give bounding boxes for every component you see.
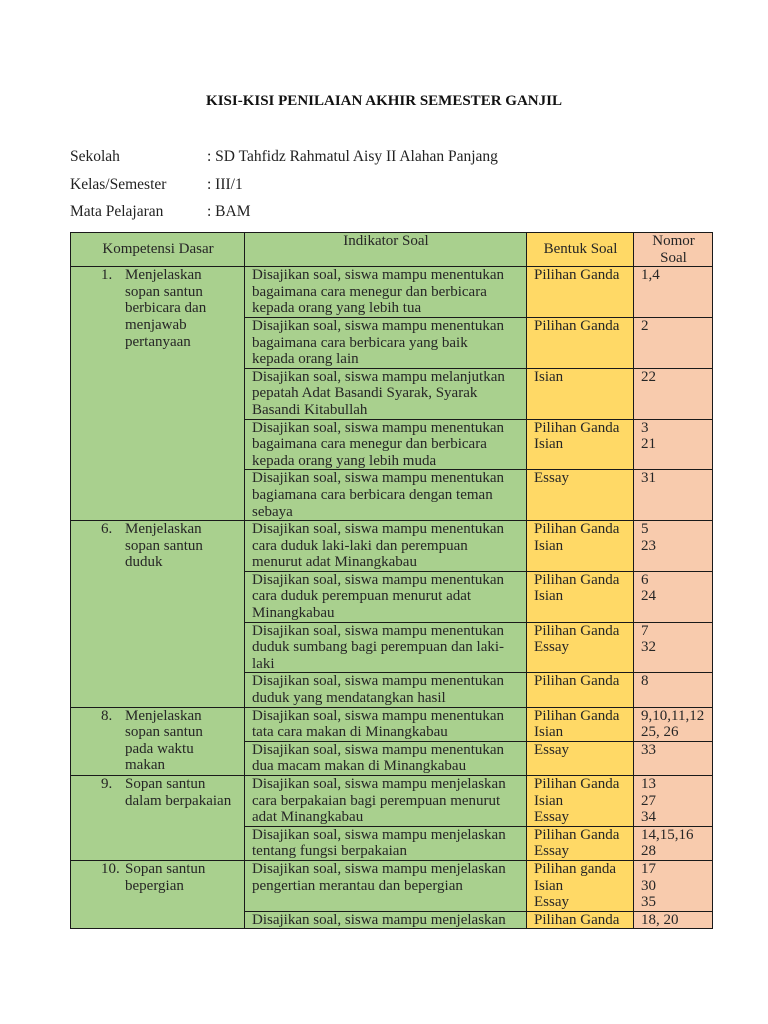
info-label: Mata Pelajaran <box>70 203 164 220</box>
number-cell <box>634 470 713 521</box>
number-line: 7 <box>641 622 649 639</box>
blueprint-table <box>70 232 713 929</box>
indicator-line: duduk sumbang bagi perempuan dan laki- <box>252 639 505 656</box>
indicator-line: kepada orang lain <box>252 351 359 368</box>
form-cell <box>527 911 634 929</box>
number-line: 8 <box>641 673 649 690</box>
form-line: Isian <box>534 368 564 385</box>
header-number <box>634 233 713 267</box>
table-header-row <box>71 233 713 267</box>
form-line: Essay <box>534 639 569 656</box>
indicator-cell <box>245 741 527 775</box>
competency-line: sopan santun <box>125 724 203 741</box>
indicator-line: sebaya <box>252 503 293 520</box>
info-value: : SD Tahfidz Rahmatul Aisy II Alahan Panjang <box>207 148 498 165</box>
competency-line: sopan santun <box>125 537 203 554</box>
indicator-line: tata cara makan di Minangkabau <box>252 724 448 741</box>
form-line: Isian <box>534 792 564 809</box>
form-line: Pilihan Ganda <box>534 673 620 690</box>
number-cell <box>634 741 713 775</box>
indicator-cell <box>245 521 527 572</box>
number-line: 31 <box>641 470 656 487</box>
table-row <box>71 860 713 911</box>
header-indicator: Indikator Soal <box>245 233 527 267</box>
indicator-line: Disajikan soal, siswa mampu menentukan <box>252 419 505 436</box>
competency-line: Menjelaskan <box>125 521 202 538</box>
indicator-cell <box>245 826 527 860</box>
competency-number: 10. <box>101 860 120 877</box>
number-cell <box>634 521 713 572</box>
competency-line: bepergian <box>125 877 184 894</box>
indicator-cell <box>245 419 527 470</box>
indicator-line: Disajikan soal, siswa mampu menentukan <box>252 317 505 334</box>
number-line: 32 <box>641 639 656 656</box>
number-cell <box>634 673 713 707</box>
indicator-line: bagaimana cara berbicara yang baik <box>252 334 468 351</box>
indicator-cell <box>245 776 527 827</box>
competency-number: 6. <box>101 521 113 538</box>
form-line: Isian <box>534 436 564 453</box>
indicator-cell <box>245 571 527 622</box>
indicator-cell <box>245 317 527 368</box>
indicator-cell <box>245 911 527 929</box>
indicator-line: cara berpakaian bagi perempuan menurut <box>252 792 501 809</box>
indicator-line: Disajikan soal, siswa mampu menentukan <box>252 571 505 588</box>
table-body <box>71 267 713 929</box>
number-line: 14,15,16 <box>641 826 694 843</box>
competency-line: pada waktu <box>125 740 194 757</box>
indicator-line: bagaimana cara menegur dan berbicara <box>252 436 487 453</box>
competency-line: Menjelaskan <box>125 267 202 284</box>
competency-text <box>125 267 206 350</box>
number-cell <box>634 826 713 860</box>
number-line: 25, 26 <box>641 724 679 741</box>
number-line: 13 <box>641 776 656 792</box>
info-row-school <box>70 147 712 167</box>
competency-text <box>125 521 203 571</box>
number-line: 2 <box>641 317 649 334</box>
form-cell <box>527 673 634 707</box>
number-cell <box>634 860 713 911</box>
form-cell <box>527 860 634 911</box>
form-line: Isian <box>534 724 564 741</box>
indicator-line: Basandi Kitabullah <box>252 401 368 418</box>
form-cell <box>527 707 634 741</box>
competency-cell <box>71 776 245 861</box>
indicator-line: Disajikan soal, siswa mampu menjelaskan <box>252 911 506 928</box>
competency-cell <box>71 267 245 521</box>
competency-cell <box>71 521 245 708</box>
form-line: Isian <box>534 877 564 894</box>
indicator-line: cara duduk laki-laki dan perempuan <box>252 537 468 554</box>
table-row <box>71 521 713 572</box>
competency-number: 8. <box>101 707 113 724</box>
indicator-cell <box>245 622 527 673</box>
info-value: : BAM <box>207 203 251 220</box>
form-line: Pilihan Ganda <box>534 521 620 538</box>
info-row-subject <box>70 202 712 222</box>
indicator-cell <box>245 267 527 318</box>
indicator-line: menurut adat Minangkabau <box>252 554 417 571</box>
indicator-line: Disajikan soal, siswa mampu menentukan <box>252 707 505 724</box>
form-cell <box>527 267 634 318</box>
indicator-line: laki <box>252 655 275 672</box>
indicator-line: kepada orang yang lebih tua <box>252 300 422 317</box>
number-line: 18, 20 <box>641 911 679 928</box>
indicator-line: Disajikan soal, siswa mampu menjelaskan <box>252 860 506 877</box>
form-cell <box>527 368 634 419</box>
form-line: Pilihan Ganda <box>534 826 620 843</box>
competency-line: dalam berpakaian <box>125 792 232 809</box>
indicator-cell <box>245 860 527 911</box>
indicator-cell <box>245 673 527 707</box>
indicator-line: adat Minangkabau <box>252 809 364 826</box>
form-line: Essay <box>534 470 569 487</box>
form-cell <box>527 317 634 368</box>
competency-text <box>125 776 231 809</box>
indicator-line: pepatah Adat Basandi Syarak, Syarak <box>252 385 478 402</box>
form-cell <box>527 622 634 673</box>
competency-item <box>78 708 238 774</box>
indicator-line: bagaimana cara menegur dan berbicara <box>252 283 487 300</box>
number-line: 28 <box>641 843 656 860</box>
info-label: Sekolah <box>70 148 120 165</box>
competency-text <box>125 861 205 894</box>
number-cell <box>634 419 713 470</box>
indicator-line: Disajikan soal, siswa mampu menjelaskan <box>252 826 506 843</box>
form-line: Essay <box>534 741 569 758</box>
header-competency: Kompetensi Dasar <box>71 233 245 267</box>
competency-item <box>78 521 238 571</box>
info-row-class-semester <box>70 175 712 195</box>
indicator-line: Disajikan soal, siswa mampu menjelaskan <box>252 776 506 792</box>
number-line: 21 <box>641 436 656 453</box>
form-line: Isian <box>534 588 564 605</box>
document-title: KISI-KISI PENILAIAN AKHIR SEMESTER GANJIL <box>206 93 562 109</box>
competency-line: Sopan santun <box>125 860 206 877</box>
competency-number: 1. <box>101 267 113 284</box>
header-number-line: Soal <box>660 249 687 266</box>
competency-line: sopan santun <box>125 283 203 300</box>
form-line: Pilihan Ganda <box>534 776 620 792</box>
indicator-line: Disajikan soal, siswa mampu menentukan <box>252 622 505 639</box>
indicator-cell <box>245 368 527 419</box>
number-cell <box>634 368 713 419</box>
indicator-line: Disajikan soal, siswa mampu menentukan <box>252 470 505 487</box>
indicator-line: dua macam makan di Minangkabau <box>252 758 467 775</box>
number-line: 9,10,11,12 <box>641 707 705 724</box>
number-cell <box>634 707 713 741</box>
indicator-line: Disajikan soal, siswa mampu melanjutkan <box>252 368 505 385</box>
form-line: Pilihan ganda <box>534 860 617 877</box>
competency-text <box>125 708 203 774</box>
competency-item <box>78 267 238 350</box>
number-cell <box>634 776 713 827</box>
number-cell <box>634 267 713 318</box>
header-number-line: Nomor <box>652 233 695 249</box>
indicator-line: pengertian merantau dan bepergian <box>252 877 463 894</box>
number-cell <box>634 622 713 673</box>
number-line: 30 <box>641 877 656 894</box>
competency-line: duduk <box>125 554 163 571</box>
competency-line: menjawab <box>125 316 187 333</box>
number-line: 17 <box>641 860 656 877</box>
table-row <box>71 267 713 318</box>
competency-line: pertanyaan <box>125 333 191 350</box>
form-cell <box>527 741 634 775</box>
indicator-line: Minangkabau <box>252 605 335 622</box>
number-line: 3 <box>641 419 649 436</box>
competency-line: Menjelaskan <box>125 707 202 724</box>
indicator-line: duduk yang mendatangkan hasil <box>252 690 446 707</box>
form-cell <box>527 571 634 622</box>
competency-cell <box>71 860 245 928</box>
number-line: 22 <box>641 368 656 385</box>
form-line: Pilihan Ganda <box>534 419 620 436</box>
indicator-line: Disajikan soal, siswa mampu menentukan <box>252 521 505 538</box>
info-value: : III/1 <box>207 176 243 193</box>
competency-line: berbicara dan <box>125 300 207 317</box>
number-line: 34 <box>641 809 656 826</box>
form-line: Isian <box>534 537 564 554</box>
form-line: Pilihan Ganda <box>534 317 620 334</box>
competency-line: Sopan santun <box>125 776 206 792</box>
form-line: Pilihan Ganda <box>534 911 620 928</box>
number-line: 6 <box>641 571 649 588</box>
number-line: 27 <box>641 792 656 809</box>
header-form: Bentuk Soal <box>527 233 634 267</box>
number-line: 35 <box>641 894 656 911</box>
competency-item <box>78 776 238 809</box>
indicator-cell <box>245 707 527 741</box>
form-line: Pilihan Ganda <box>534 571 620 588</box>
indicator-cell <box>245 470 527 521</box>
form-line: Essay <box>534 894 569 911</box>
form-line: Pilihan Ganda <box>534 267 620 284</box>
indicator-line: kepada orang yang lebih muda <box>252 452 437 469</box>
form-cell <box>527 419 634 470</box>
form-cell <box>527 776 634 827</box>
number-line: 5 <box>641 521 649 538</box>
competency-number: 9. <box>101 776 113 792</box>
indicator-line: Disajikan soal, siswa mampu menentukan <box>252 267 505 284</box>
competency-line: makan <box>125 757 165 774</box>
form-cell <box>527 521 634 572</box>
competency-item <box>78 861 238 894</box>
number-line: 1,4 <box>641 267 660 284</box>
indicator-line: Disajikan soal, siswa mampu menentukan <box>252 673 505 690</box>
table-row <box>71 776 713 827</box>
number-cell <box>634 571 713 622</box>
number-line: 24 <box>641 588 656 605</box>
table-row <box>71 707 713 741</box>
number-cell <box>634 317 713 368</box>
indicator-line: Disajikan soal, siswa mampu menentukan <box>252 741 505 758</box>
number-line: 33 <box>641 741 656 758</box>
form-cell <box>527 826 634 860</box>
form-line: Essay <box>534 809 569 826</box>
number-line: 23 <box>641 537 656 554</box>
form-line: Pilihan Ganda <box>534 622 620 639</box>
form-cell <box>527 470 634 521</box>
info-label: Kelas/Semester <box>70 176 167 193</box>
competency-cell <box>71 707 245 775</box>
indicator-line: tentang fungsi berpakaian <box>252 843 407 860</box>
number-cell <box>634 911 713 929</box>
form-line: Essay <box>534 843 569 860</box>
indicator-line: cara duduk perempuan menurut adat <box>252 588 472 605</box>
indicator-line: bagiamana cara berbicara dengan teman <box>252 486 493 503</box>
form-line: Pilihan Ganda <box>534 707 620 724</box>
